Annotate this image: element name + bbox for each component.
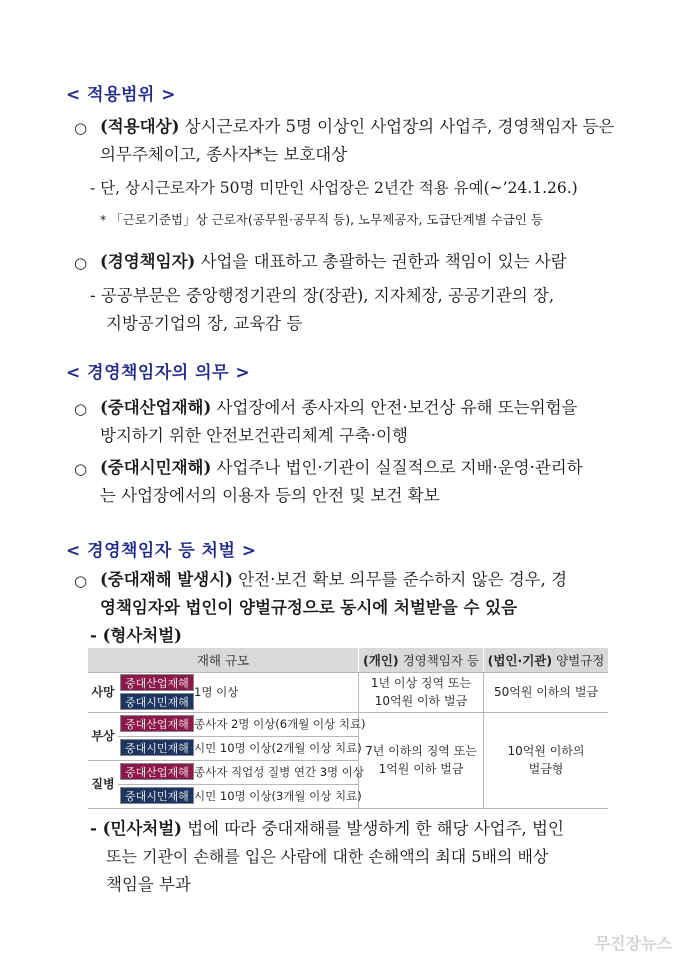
table-divider [118,784,358,785]
duty-item2-line2: 는 사업장에서의 이용자 등의 안전 및 보건 확보 [100,486,440,505]
table-divider [88,760,358,761]
duty-item1-line1: 사업장에서 종사자의 안전·보건상 유해 또는위험을 [216,398,578,417]
row-label-illness: 질병 [91,777,115,791]
duty-item1-line2: 방지하기 위한 안전보건관리체계 구축·이행 [100,426,408,445]
death-person-line1: 1년 이상 징역 또는 [370,676,472,690]
civil-line1: 법에 따라 중대재해를 발생하게 한 해당 사업주, 법인 [187,819,564,838]
duty-item2-line1: 사업주나 법인·기관이 실질적으로 지배·운영·관리하 [216,458,583,477]
scope-item1-line2: 의무주체이고, 종사자*는 보호대상 [100,145,348,164]
table-header-scale: 재해 규모 [88,648,358,672]
death-corp-penalty: 50억원 이하의 벌금 [493,685,599,699]
scope-item1-line1: 상시근로자가 5명 이상인 사업장의 사업주, 경영책임자 등은 [184,117,615,136]
duty-item2 [100,454,583,482]
row-label-injury: 부상 [91,729,115,743]
table-divider [88,808,608,809]
bullet-circle-icon: ○ [74,254,88,272]
penalty-item1 [100,566,567,594]
death-person-penalty [359,672,483,712]
scope-item2-text: 사업을 대표하고 총괄하는 권한과 책임이 있는 사람 [200,252,567,271]
bullet-circle-icon: ○ [74,572,88,590]
penalty-item1-label: (중대재해 발생시) [100,570,233,589]
bullet-circle-icon: ○ [74,460,88,478]
scope-item2 [100,248,567,276]
civil-penalty [90,815,564,843]
injury-industrial-scale: 종사자 2명 이상(6개월 이상 치료) [194,717,366,731]
civil-label: - (민사처벌) [90,819,182,838]
death-scale: 1명 이상 [194,685,239,699]
other-corp-line2: 벌금형 [528,762,564,776]
watermark-logo: 무진장뉴스 [594,934,672,953]
death-person-line2: 10억원 이하 벌금 [374,694,468,708]
duty-item2-label: (중대시민재해) [100,458,212,477]
table-header-corp-rest: 양벌규정 [556,653,605,668]
duty-item1 [100,394,577,422]
tag-civil: 중대시민재해 [120,787,194,804]
scope-item2-sub-line1: - 공공부문은 중앙행정기관의 장(장관), 지자체장, 공공기관의 장, [90,286,555,305]
scope-heading: < 적용범위 > [66,85,177,105]
duty-heading: < 경영책임자의 의무 > [66,363,251,383]
scope-item1-note: * 「근로기준법」상 근로자(공무원·공무직 등), 노무제공자, 도급단계별 수급인 등 [100,212,543,227]
tag-industrial: 중대산업재해 [120,715,194,732]
bullet-circle-icon: ○ [74,400,88,418]
tag-civil: 중대시민재해 [120,693,194,710]
scope-item1-sub: - 단, 상시근로자가 50명 미만인 사업장은 2년간 적용 유예(~’24.1.26.) [90,179,578,197]
scope-item2-label: (경영책임자) [100,252,196,271]
other-person-line2: 1억원 이하 벌금 [378,762,464,776]
tag-industrial: 중대산업재해 [120,674,194,691]
row-label-death: 사망 [91,685,115,699]
illness-civil-scale: 시민 10명 이상(3개월 이상 치료) [194,789,362,803]
penalty-item1-line1: 안전·보건 확보 의무를 준수하지 않은 경우, 경 [238,570,568,589]
table-header-person [359,648,483,672]
illness-industrial-scale: 종사자 직업성 질병 연간 3명 이상 [194,765,365,779]
bullet-circle-icon: ○ [74,119,88,137]
other-person-line1: 7년 이하의 징역 또는 [365,744,477,758]
other-corp-penalty [484,712,608,808]
criminal-label: - (형사처벌) [90,626,182,645]
civil-line2: 또는 기관이 손해를 입은 사람에 대한 손해액의 최대 5배의 배상 [106,847,549,866]
penalty-item1-line2: 영책임자와 법인이 양벌규정으로 동시에 처벌받을 수 있음 [100,598,518,617]
table-header-person-bold: (개인) [363,653,399,668]
civil-line3: 책임을 부과 [106,875,191,894]
tag-industrial: 중대산업재해 [120,763,194,780]
scope-item1-label: (적용대상) [100,117,180,136]
table-header-corp-bold: (법인·기관) [487,653,553,668]
table-divider [118,736,358,737]
scope-item1 [100,113,614,141]
table-header-person-rest: 경영책임자 등 [402,653,479,668]
duty-item1-label: (중대산업재해) [100,398,212,417]
other-corp-line1: 10억원 이하의 [507,744,585,758]
penalty-heading: < 경영책임자 등 처벌 > [66,541,257,561]
penalty-table [88,648,608,808]
scope-item2-sub-line2: 지방공기업의 장, 교육감 등 [106,314,303,333]
injury-civil-scale: 시민 10명 이상(2개월 이상 치료) [194,741,362,755]
tag-civil: 중대시민재해 [120,739,194,756]
other-person-penalty [359,712,483,808]
table-header-corp [484,648,608,672]
